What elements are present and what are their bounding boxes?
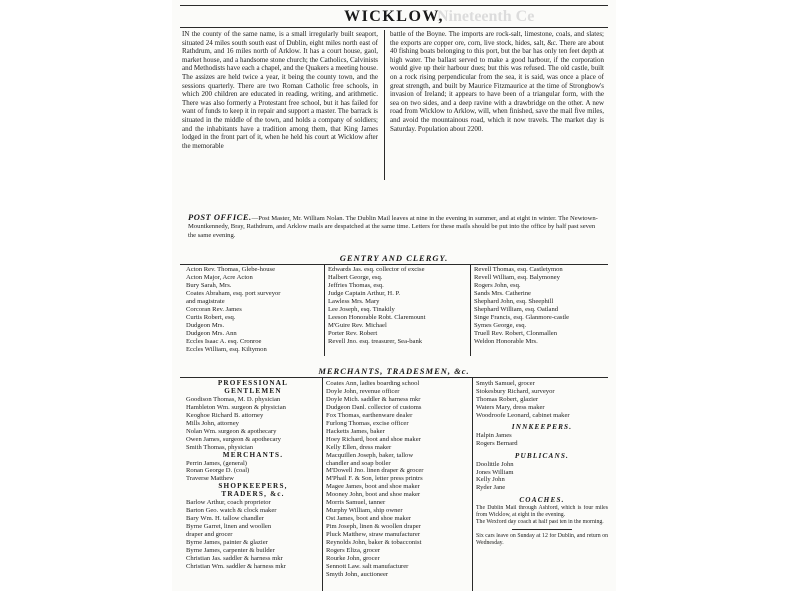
merchants-column-3 <box>476 380 608 546</box>
publican-entry: Ryder Jane <box>476 484 506 492</box>
merchant-entry: Murphy William, ship owner <box>326 507 403 515</box>
gentry-entry: Leeson Honorable Robt. Claremount <box>328 313 426 321</box>
gentry-entry: Weldon Honorable Mrs. <box>474 337 538 345</box>
gentry-entry: Curtis Robert, esq. <box>186 313 236 321</box>
merchants-heading: MERCHANTS, TRADESMEN, &c. <box>318 366 470 376</box>
merchant-entry: Ronan George D. (coal) <box>186 467 250 475</box>
gentry-entry: Revell Jno. esq. treasurer, Sea-bank <box>328 337 423 345</box>
merchant-entry: chandler and soap boiler <box>326 459 391 467</box>
post-office-section <box>188 213 604 240</box>
gentry-entry: Singe Francis, esq. Glanmore-castle <box>474 313 570 321</box>
gentry-entry: Porter Rev. Robert <box>328 329 378 337</box>
merchants-column-2 <box>326 380 470 579</box>
gentry-column-3 <box>474 266 608 346</box>
merchant-entry: Coates Ann, ladies boarding school <box>326 380 420 387</box>
merchant-entry: Dudgeon Danl. collector of customs <box>326 403 422 411</box>
merchant-entry: Smyth John, auctioneer <box>326 570 389 578</box>
gentry-divider-1 <box>324 264 325 356</box>
page-title: WICKLOW, <box>344 8 444 25</box>
merchant-entry: Ost James, boot and shoe maker <box>326 515 411 523</box>
gentry-heading: GENTRY AND CLERGY. <box>339 253 449 263</box>
merchant-entry: Byrne James, painter & glazier <box>186 539 268 547</box>
merchant-entry: Woodroofe Leonard, cabinet maker <box>476 411 570 419</box>
merchant-entry: Reynolds John, baker & tobacconist <box>326 539 422 547</box>
gentry-rule <box>180 264 608 265</box>
merchants-rule <box>180 377 608 378</box>
gentry-entry: and magistrate <box>186 297 225 305</box>
merchant-entry: Hacketts James, baker <box>326 427 385 435</box>
merchant-entry: Smith Thomas, physician <box>186 443 254 451</box>
intro-text-left: IN the county of the same name, is a small irregularly built seaport, situated 24 miles south south east of Dublin, eight miles north east of Rathdrum, and 16 miles north of Arklow. It has a court house, gaol, market house, and a handsome stone church; the Catholics, Calvinists and Methodists have each a chapel, and the Quakers a meeting house. The assizes are held twice a year, it being the county town, and the sessions quarterly. There are two Roman Catholic free schools, in which 200 children are educated in reading, writing, and arithmetic. There was also formerly a Protestant free school, but it has failed for want of funds to keep it in repair and support a master. The barrack is situated in the middle of the town, and holds a company of soldiers; and the inhabitants have a tradition among them, that King James lodged in the front part of it, when he held his court at Wicklow after the memorable <box>182 30 378 150</box>
publicans-heading: PUBLICANS. <box>514 452 570 460</box>
publican-entry: Doolittle John <box>476 460 514 468</box>
cars-text: Six cars leave on Sunday at 12 for Dublin, and return on Wednesday. <box>476 532 608 546</box>
gentry-entry: Eccles Isaac A. esq. Cronroe <box>186 337 262 345</box>
merchant-entry: Macquillen Joseph, baker, tallow <box>326 451 414 459</box>
merchant-entry: Pim Joseph, linen & woollen draper <box>326 523 421 531</box>
merchants-divider-1 <box>322 377 323 591</box>
merchant-entry: Byrne Garret, linen and woollen <box>186 523 272 531</box>
merchant-entry: Stokesbury Richard, surveyor <box>476 387 555 395</box>
merchant-entry: M'Dowell Jno. linen draper & grocer <box>326 467 424 475</box>
gentry-entry: Revell Thomas, esq. Castletymon <box>474 266 563 273</box>
gentry-entry: Halbert George, esq. <box>328 273 383 281</box>
merchants-column-1 <box>186 380 320 571</box>
column-divider <box>384 30 385 180</box>
publican-entry: Jones William <box>476 468 514 476</box>
gentry-entry: Shephard William, esq. Oatland <box>474 305 559 313</box>
top-rule <box>180 5 608 6</box>
innkeepers-heading: INNKEEPERS. <box>511 423 573 431</box>
directory-page <box>172 0 616 591</box>
merchant-entry: Keoghoe Richard B. attorney <box>186 411 264 419</box>
gentry-entry: Bury Sarah, Mrs. <box>186 281 232 289</box>
publican-entry: Kelly John <box>476 476 505 484</box>
merchant-entry: Mills John, attorney <box>186 419 239 427</box>
merchant-entry: Sennott Law. salt manufacturer <box>326 562 409 570</box>
merchant-entry: Rogers Eliza, grocer <box>326 547 381 555</box>
category-heading: PROFESSIONAL <box>217 380 289 387</box>
merchant-entry: Doyle John, revenue officer <box>326 387 400 395</box>
gentry-entry: Edwards Jas. esq. collector of excise <box>328 266 425 273</box>
gentry-entry: Dudgeon Mrs. <box>186 321 225 329</box>
gentry-entry: Judge Captain Arthur, H. P. <box>328 289 401 297</box>
gentry-divider-2 <box>470 264 471 356</box>
merchant-entry: Doyle Mich. saddler & harness mkr <box>326 395 421 403</box>
gentry-entry: Shephard John, esq. Sheephill <box>474 297 554 305</box>
gentry-entry: Revell William, esq. Balymoney <box>474 273 560 281</box>
merchant-entry: Rourke John, grocer <box>326 554 380 562</box>
merchants-divider-2 <box>472 377 473 591</box>
merchant-entry: Mooney John, boot and shoe maker <box>326 491 421 499</box>
gentry-entry: Rogers John, esq. <box>474 281 521 289</box>
title-rule <box>180 27 608 28</box>
merchant-entry: M'Phail F. & Son, letter press printrs <box>326 475 423 483</box>
merchant-entry: Traverse Matthew <box>186 475 234 483</box>
gentry-entry: Dudgeon Mrs. Ann <box>186 329 237 337</box>
category-heading: MERCHANTS. <box>222 451 284 459</box>
merchant-entry: Pluck Matthew, straw manufacturer <box>326 531 421 539</box>
merchant-entry: Smyth Samuel, grocer <box>476 380 535 387</box>
category-heading: SHOPKEEPERS, <box>218 483 288 491</box>
faded-header-text: Nineteenth Ce <box>437 8 535 25</box>
merchant-entry: Byrne James, carpenter & builder <box>186 547 275 555</box>
gentry-entry: Coates Abraham, esq. port surveyor <box>186 289 281 297</box>
merchant-entry: Hambleton Wm. surgeon & physician <box>186 403 286 411</box>
merchant-entry: Goodison Thomas, M. D. physician <box>186 395 281 403</box>
gentry-entry: Acton Rev. Thomas, Glebe-house <box>186 266 275 273</box>
gentry-entry: Eccles William, esq. Kiltymon <box>186 345 267 353</box>
merchant-entry: Waters Mary, dress maker <box>476 403 545 411</box>
merchant-entry: Barlow Arthur, coach proprietor <box>186 499 271 507</box>
category-heading: GENTLEMEN <box>224 387 282 395</box>
merchant-entry: Nolan Wm. surgeon & apothecary <box>186 427 277 435</box>
gentry-entry: Corcoran Rev. James <box>186 305 242 313</box>
merchant-entry: Perrin James, (general) <box>186 459 247 467</box>
gentry-entry: Jeffries Thomas, esq. <box>328 281 384 289</box>
gentry-entry: Acton Major, Acre Acton <box>186 273 253 281</box>
merchant-entry: Christian Wm. saddler & harness mkr <box>186 562 286 570</box>
gentry-entry: Symes George, esq. <box>474 321 527 329</box>
coaches-text: The Dublin Mail through Ashford, which is four miles from Wicklow, at eight in the evening. <box>476 505 608 519</box>
merchant-entry: Bary Wm. H. tallow chandler <box>186 515 264 523</box>
gentry-entry: M'Guire Rev. Michael <box>328 321 387 329</box>
merchant-entry: Fox Thomas, earthenware dealer <box>326 411 413 419</box>
merchant-entry: Magee James, boot and shoe maker <box>326 483 420 491</box>
merchant-entry: draper and grocer <box>186 531 233 539</box>
post-office-text: —Post Master, Mr. William Nolan. The Dublin Mail leaves at nine in the evening in summer, and at eight in winter. The Newtown-Mountkennedy, Bray, Rathdrum, and Arklow mails are despatched at the same time. Letters for these mails should be put into the office by half past seven the same evening. <box>188 215 598 239</box>
coaches-heading: COACHES. <box>519 497 565 505</box>
gentry-column-1 <box>186 266 322 353</box>
intro-text-right: battle of the Boyne. The imports are rock-salt, limestone, coals, and slates; the exports are copper ore, corn, live stock, hides, salt, &c. There are about 40 fishing boats belonging to this port, but the bar has only ten feet depth at high water. The ballast served to make a good harbour, if the corporation would give up their harbour dues; but this was refused. The old castle, built on a rock rising perpendicular from the sea, it is said, was once a place of great strength, and built by Maurice Fitzmaurice at the time of Strongbow's invasion of Ireland; it appears to have been of a triangular form, with the sea on two sides, and a deep ravine with a drawbridge on the other. A new road from Wicklow to Arklow, will, when finished, save the mail five miles, and avoid the mountainous road, which it now travels. The market day is Saturday. Population about 2200. <box>390 30 604 133</box>
post-office-heading: POST OFFICE. <box>188 212 252 222</box>
merchant-entry: Barton Geo. watch & clock maker <box>186 507 277 515</box>
category-heading: TRADERS, &c. <box>221 491 285 499</box>
merchant-entry: Thomas Robert, glazier <box>476 395 539 403</box>
coaches-rule <box>512 529 572 530</box>
gentry-entry: Truell Rev. Robert, Clonmallen <box>474 329 558 337</box>
merchant-entry: Furlong Thomas, excise officer <box>326 419 409 427</box>
innkeeper-entry: Halpin James <box>476 431 512 439</box>
merchant-entry: Christian Jas. saddler & harness mkr <box>186 554 283 562</box>
merchant-entry: Morris Samuel, tanner <box>326 499 386 507</box>
innkeeper-entry: Rogers Bernard <box>476 439 518 447</box>
gentry-entry: Lawless Mrs. Mary <box>328 297 380 305</box>
coaches-text-2: The Wexford day coach at half past ten in the morning. <box>476 518 604 525</box>
merchant-entry: Owen James, surgeon & apothecary <box>186 435 281 443</box>
merchant-entry: Hoey Richard, boot and shoe maker <box>326 435 421 443</box>
gentry-column-2 <box>328 266 468 346</box>
merchant-entry: Kelly Ellen, dress maker <box>326 443 392 451</box>
gentry-entry: Sands Mrs. Catherine <box>474 289 531 297</box>
gentry-entry: Lee Joseph, esq. Tinakily <box>328 305 395 313</box>
